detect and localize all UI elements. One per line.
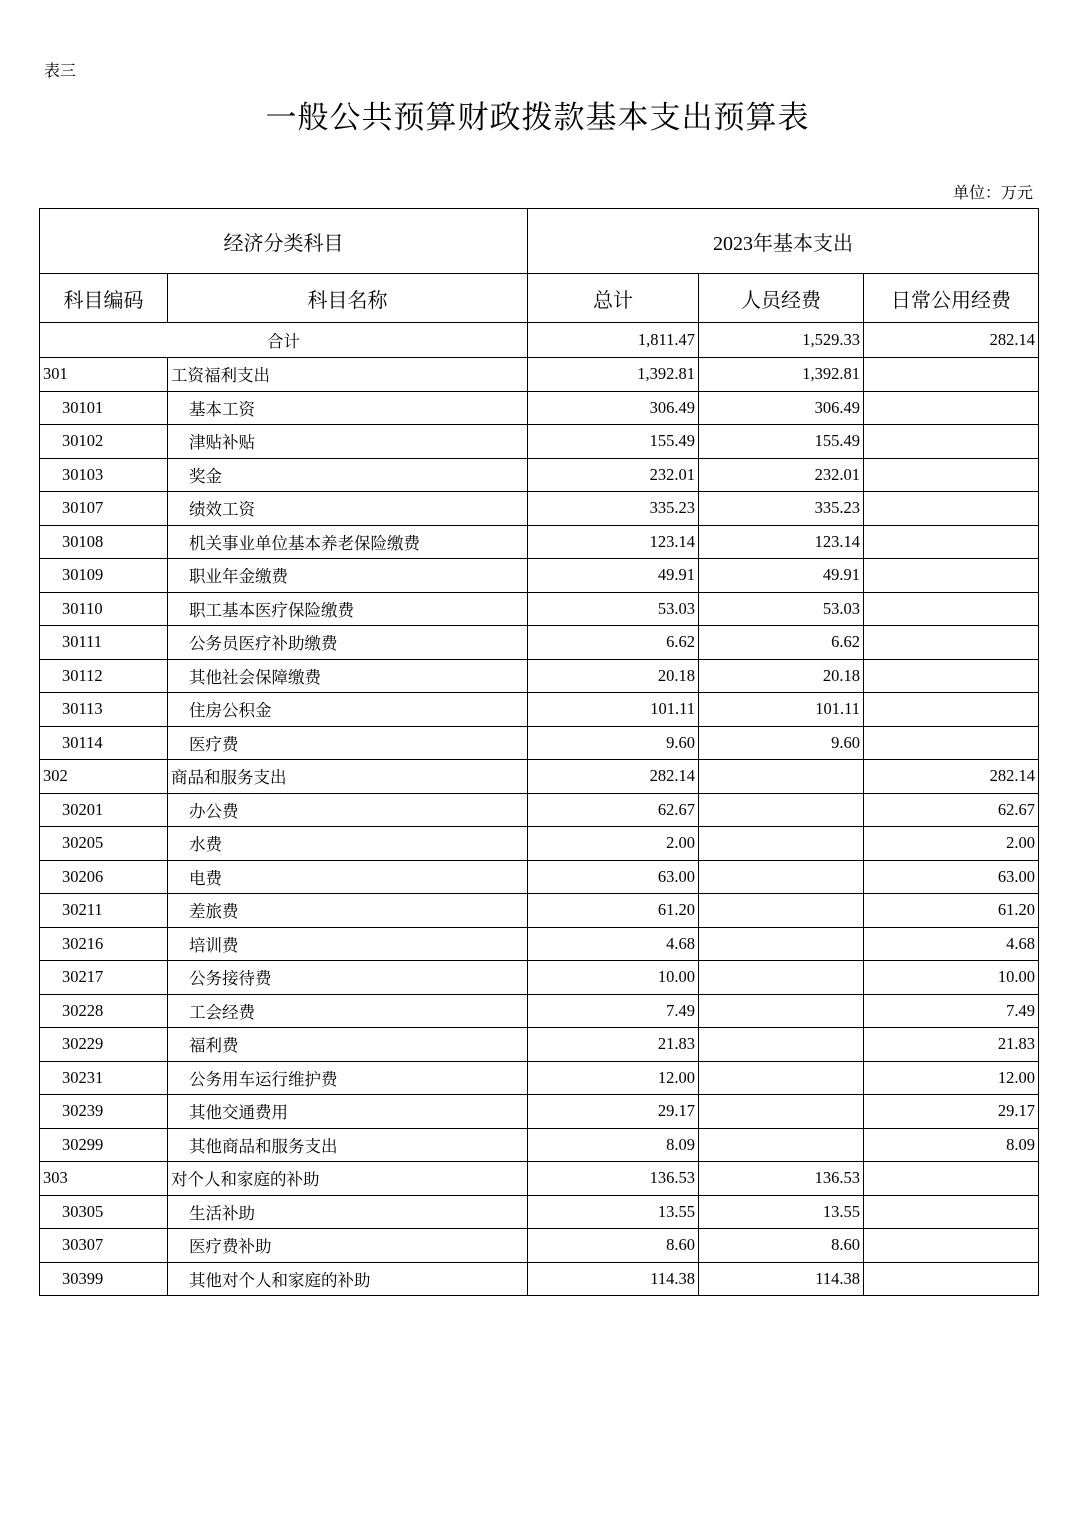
table-row [40,894,1039,928]
row-name: 差旅费 [168,894,528,928]
row-public [864,525,1039,559]
row-code: 30216 [40,927,168,961]
unit-label: 单位：万元 [952,183,1033,202]
row-public: 8.09 [864,1128,1039,1162]
row-public [864,626,1039,660]
row-code: 30113 [40,693,168,727]
table-row [40,927,1039,961]
row-total: 6.62 [528,626,699,660]
header-economic-classification: 经济分类科目 [40,209,528,274]
row-name: 办公费 [168,793,528,827]
table-row [40,1095,1039,1129]
table-row [40,1061,1039,1095]
row-code: 30205 [40,827,168,861]
row-name: 工资福利支出 [168,358,528,392]
row-code: 30110 [40,592,168,626]
table-row [40,994,1039,1028]
row-total: 7.49 [528,994,699,1028]
row-personnel [699,793,864,827]
row-personnel: 232.01 [699,458,864,492]
row-code: 30231 [40,1061,168,1095]
row-public [864,1229,1039,1263]
row-name: 津贴补贴 [168,425,528,459]
table-row [40,1128,1039,1162]
row-code: 30107 [40,492,168,526]
row-personnel: 53.03 [699,592,864,626]
row-name: 基本工资 [168,391,528,425]
table-row [40,592,1039,626]
row-name: 机关事业单位基本养老保险缴费 [168,525,528,559]
row-name: 医疗费补助 [168,1229,528,1263]
table-row [40,458,1039,492]
row-public: 7.49 [864,994,1039,1028]
row-name: 奖金 [168,458,528,492]
row-personnel: 123.14 [699,525,864,559]
table-row [40,425,1039,459]
table-row [40,760,1039,794]
row-total: 114.38 [528,1262,699,1296]
row-total: 29.17 [528,1095,699,1129]
row-total: 8.60 [528,1229,699,1263]
row-public: 4.68 [864,927,1039,961]
row-personnel: 49.91 [699,559,864,593]
row-name: 培训费 [168,927,528,961]
table-row [40,492,1039,526]
row-total: 53.03 [528,592,699,626]
row-name: 福利费 [168,1028,528,1062]
header-group-row [40,209,1039,274]
row-personnel: 335.23 [699,492,864,526]
total-row [40,323,1039,358]
row-name: 其他商品和服务支出 [168,1128,528,1162]
row-name: 公务员医疗补助缴费 [168,626,528,660]
row-code: 30211 [40,894,168,928]
row-total: 335.23 [528,492,699,526]
row-code: 30201 [40,793,168,827]
row-personnel [699,1095,864,1129]
row-public: 10.00 [864,961,1039,995]
table-row [40,961,1039,995]
page-title: 一般公共预算财政拨款基本支出预算表 [265,100,810,136]
row-name: 生活补助 [168,1195,528,1229]
row-public: 61.20 [864,894,1039,928]
row-public: 62.67 [864,793,1039,827]
row-total: 232.01 [528,458,699,492]
row-total: 10.00 [528,961,699,995]
row-code: 30299 [40,1128,168,1162]
table-row [40,1229,1039,1263]
row-public [864,659,1039,693]
table-row [40,391,1039,425]
row-total: 63.00 [528,860,699,894]
table-row [40,693,1039,727]
row-code: 30108 [40,525,168,559]
row-personnel [699,961,864,995]
header-personnel: 人员经费 [699,274,864,323]
row-code: 30307 [40,1229,168,1263]
table-row [40,1195,1039,1229]
row-public [864,391,1039,425]
row-public: 2.00 [864,827,1039,861]
row-code: 30239 [40,1095,168,1129]
row-personnel [699,827,864,861]
row-total: 20.18 [528,659,699,693]
row-total: 123.14 [528,525,699,559]
table-row [40,1262,1039,1296]
row-name: 其他交通费用 [168,1095,528,1129]
table-row [40,1162,1039,1196]
row-code: 30109 [40,559,168,593]
row-total: 101.11 [528,693,699,727]
row-total: 2.00 [528,827,699,861]
table-row [40,525,1039,559]
row-public [864,458,1039,492]
row-name: 住房公积金 [168,693,528,727]
row-total: 4.68 [528,927,699,961]
row-code: 30399 [40,1262,168,1296]
row-name: 职业年金缴费 [168,559,528,593]
row-name: 公务接待费 [168,961,528,995]
row-total: 8.09 [528,1128,699,1162]
row-public [864,492,1039,526]
row-total: 136.53 [528,1162,699,1196]
row-public: 282.14 [864,760,1039,794]
row-personnel [699,894,864,928]
row-public: 63.00 [864,860,1039,894]
row-personnel: 155.49 [699,425,864,459]
row-name: 水费 [168,827,528,861]
row-public [864,1162,1039,1196]
row-public: 12.00 [864,1061,1039,1095]
row-personnel: 136.53 [699,1162,864,1196]
row-code: 30102 [40,425,168,459]
row-total: 155.49 [528,425,699,459]
table-row [40,659,1039,693]
row-public [864,1262,1039,1296]
row-code: 30112 [40,659,168,693]
row-name: 其他社会保障缴费 [168,659,528,693]
row-public [864,726,1039,760]
row-public [864,1195,1039,1229]
row-personnel: 20.18 [699,659,864,693]
row-total: 1,392.81 [528,358,699,392]
row-code: 30206 [40,860,168,894]
row-personnel [699,860,864,894]
row-name: 职工基本医疗保险缴费 [168,592,528,626]
row-public [864,559,1039,593]
total-public: 282.14 [864,323,1039,358]
row-code: 302 [40,760,168,794]
row-name: 对个人和家庭的补助 [168,1162,528,1196]
row-code: 30111 [40,626,168,660]
header-total: 总计 [528,274,699,323]
table-row [40,726,1039,760]
row-personnel: 6.62 [699,626,864,660]
row-name: 电费 [168,860,528,894]
row-name: 公务用车运行维护费 [168,1061,528,1095]
row-personnel [699,1028,864,1062]
row-personnel: 13.55 [699,1195,864,1229]
row-name: 工会经费 [168,994,528,1028]
row-public: 29.17 [864,1095,1039,1129]
row-code: 30101 [40,391,168,425]
row-code: 30305 [40,1195,168,1229]
header-name: 科目名称 [168,274,528,323]
row-public [864,693,1039,727]
row-total: 62.67 [528,793,699,827]
header-column-row [40,274,1039,323]
row-personnel: 101.11 [699,693,864,727]
row-public [864,425,1039,459]
row-name: 医疗费 [168,726,528,760]
table-row [40,559,1039,593]
row-total: 12.00 [528,1061,699,1095]
table-row [40,860,1039,894]
row-total: 49.91 [528,559,699,593]
table-row [40,358,1039,392]
row-total: 13.55 [528,1195,699,1229]
table-body [40,323,1039,1296]
row-personnel [699,994,864,1028]
total-personnel: 1,529.33 [699,323,864,358]
row-code: 30103 [40,458,168,492]
row-code: 30228 [40,994,168,1028]
row-personnel [699,1128,864,1162]
row-personnel: 306.49 [699,391,864,425]
row-personnel: 8.60 [699,1229,864,1263]
row-code: 30217 [40,961,168,995]
row-public: 21.83 [864,1028,1039,1062]
row-total: 282.14 [528,760,699,794]
row-personnel [699,760,864,794]
row-code: 30229 [40,1028,168,1062]
row-code: 301 [40,358,168,392]
row-name: 其他对个人和家庭的补助 [168,1262,528,1296]
table-row [40,1028,1039,1062]
row-personnel: 114.38 [699,1262,864,1296]
row-personnel [699,1061,864,1095]
budget-table [39,208,1039,1296]
row-name: 绩效工资 [168,492,528,526]
row-personnel: 1,392.81 [699,358,864,392]
table-label: 表三 [44,61,77,80]
table-row [40,827,1039,861]
row-personnel: 9.60 [699,726,864,760]
table-row [40,626,1039,660]
header-public: 日常公用经费 [864,274,1039,323]
row-name: 商品和服务支出 [168,760,528,794]
total-label: 合计 [40,323,528,358]
row-public [864,358,1039,392]
header-basic-expenditure-2023: 2023年基本支出 [528,209,1039,274]
row-public [864,592,1039,626]
total-amount: 1,811.47 [528,323,699,358]
header-code: 科目编码 [40,274,168,323]
row-personnel [699,927,864,961]
row-code: 30114 [40,726,168,760]
row-total: 21.83 [528,1028,699,1062]
row-total: 9.60 [528,726,699,760]
row-total: 306.49 [528,391,699,425]
row-total: 61.20 [528,894,699,928]
table-row [40,793,1039,827]
row-code: 303 [40,1162,168,1196]
